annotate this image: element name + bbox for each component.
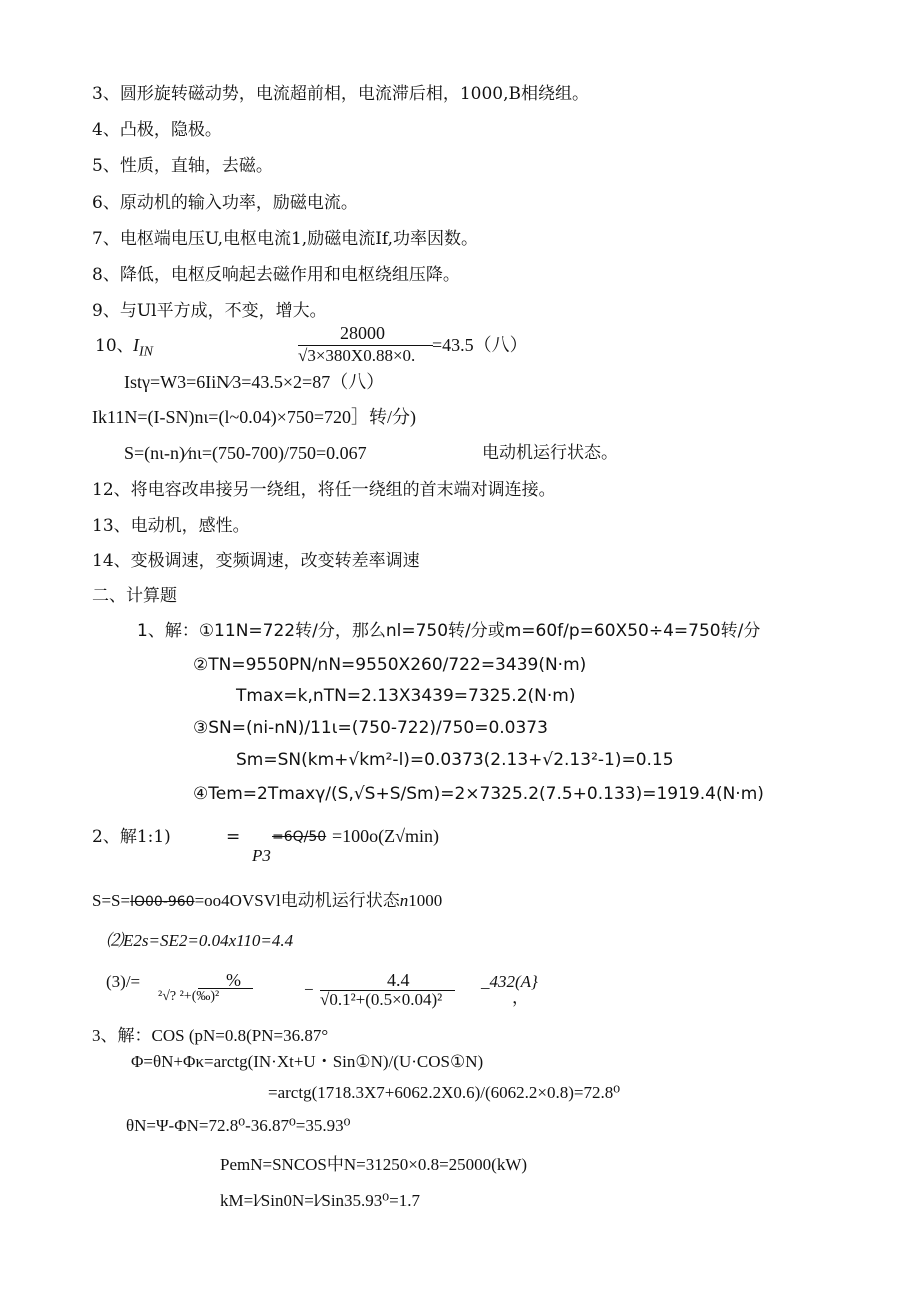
answer-5: 5、性质，直轴，去磁。 <box>92 156 273 176</box>
problem-1-line-3: Tmax=k,nTN=2.13X3439=7325.2(N·m) <box>236 686 576 706</box>
problem-2-part-3-den-2: √0.1²+(0.5×0.04)² <box>320 990 443 1009</box>
answer-3: 3、圆形旋转磁动势，电流超前相，电流滞后相，1000,B相绕组。 <box>92 84 589 104</box>
answer-11-line-1: Ik11N=(I-SN)nι=(l~0.04)×750=720］转/分) <box>92 407 416 427</box>
answer-12: 12、将电容改串接另一绕组，将任一绕组的首末端对调连接。 <box>92 480 556 500</box>
problem-2-equals: = <box>226 827 241 847</box>
problem-1-line-1: 1、解：①11N=722转/分，那么nl=750转/分或m=60f∕p=60X50÷4=750转/分 <box>137 621 761 641</box>
answer-13: 13、电动机，感性。 <box>92 516 250 536</box>
answer-6: 6、原动机的输入功率，励磁电流。 <box>92 193 358 213</box>
problem-2-part-3-label: (3)/= <box>106 972 141 991</box>
problem-2-part-3-num-1: % <box>226 970 241 990</box>
problem-2-label: 2、解1:1) <box>92 827 171 847</box>
problem-1-line-6: ④Tem=2Tmaxγ/(S,√S+S∕Sm)=2×7325.2(7.5+0.133)=1919.4(N·m) <box>193 784 764 804</box>
problem-2-part-3-result: _432(A} <box>481 972 538 991</box>
problem-2-part-3-num-2: 4.4 <box>387 970 410 990</box>
problem-2-e2s: ⑵E2s=SE2=0.04x110=4.4 <box>106 931 294 950</box>
answer-10-label: 10、 <box>95 336 134 356</box>
problem-1-line-5: Sm=SN(km+√km²-l)=0.0373(2.13+√2.13²-1)=0.15 <box>236 750 674 770</box>
answer-9: 9、与Ul平方成，不变，增大。 <box>92 301 327 321</box>
problem-3-line-1: 3、解：COS (pN=0.8(PN=36.87° <box>92 1026 329 1045</box>
problem-2-part-3-den-1: ²√? ²+(‰)² <box>158 989 220 1004</box>
problem-2-slip-line: S=S=lO00-960=oo4OVSVl电动机运行状态n1000 <box>92 891 443 910</box>
problem-2-result: =100o(Z√min) <box>332 826 440 846</box>
answer-11-state: 电动机运行状态。 <box>482 443 618 463</box>
answer-14: 14、变极调速，变频调速，改变转差率调速 <box>92 551 420 571</box>
problem-1-line-4: ③SN=(ni-nN)/11ι=(750-722)∕750=0.0373 <box>193 718 548 738</box>
problem-3-line-2: Φ=θN+Φκ=arctg(IN·Xt+U・Sin①N)/(U·COS①N) <box>131 1052 484 1071</box>
problem-2-struck-fraction: =6Q/50 <box>272 829 327 845</box>
problem-2-part-3-comma: ， <box>512 988 529 1008</box>
problem-3-line-5: PemN=SNCOS中N=31250×0.8=25000(kW) <box>220 1155 528 1174</box>
answer-7: 7、电枢端电压U,电枢电流1,励磁电流If,功率因数。 <box>92 229 479 249</box>
problem-3-line-6: kM=l∕Sin0N=l∕Sin35.93⁰=1.7 <box>220 1191 420 1210</box>
answer-10-symbol: $I_{IN}$ <box>133 335 153 360</box>
answer-10-line-2: Istγ=W3=6IiN∕3=43.5×2=87（八） <box>124 372 385 392</box>
answer-10-denominator: √3×380X0.88×0. <box>298 346 416 365</box>
problem-3-line-3: =arctg(1718.3X7+6062.2X0.6)/(6062.2×0.8)=72.8⁰ <box>268 1083 621 1102</box>
answer-4: 4、凸极，隐极。 <box>92 120 222 140</box>
answer-10-result: =43.5（八） <box>432 335 528 355</box>
answer-10-numerator: 28000 <box>340 323 385 343</box>
answer-8: 8、降低，电枢反响起去磁作用和电枢绕组压降。 <box>92 265 460 285</box>
answer-11-line-2: S=(nι-n)∕nι=(750-700)/750=0.067 <box>124 443 367 463</box>
problem-1-line-2: ②TN=9550PN∕nN=9550X260/722=3439(N·m) <box>193 655 587 675</box>
section-2-title: 二、计算题 <box>92 586 177 606</box>
problem-2-denominator: P3 <box>252 846 271 865</box>
problem-3-line-4: θN=Ψ-ΦN=72.8⁰-36.87⁰=35.93⁰ <box>126 1116 351 1135</box>
problem-2-part-3-minus: − <box>304 980 314 999</box>
